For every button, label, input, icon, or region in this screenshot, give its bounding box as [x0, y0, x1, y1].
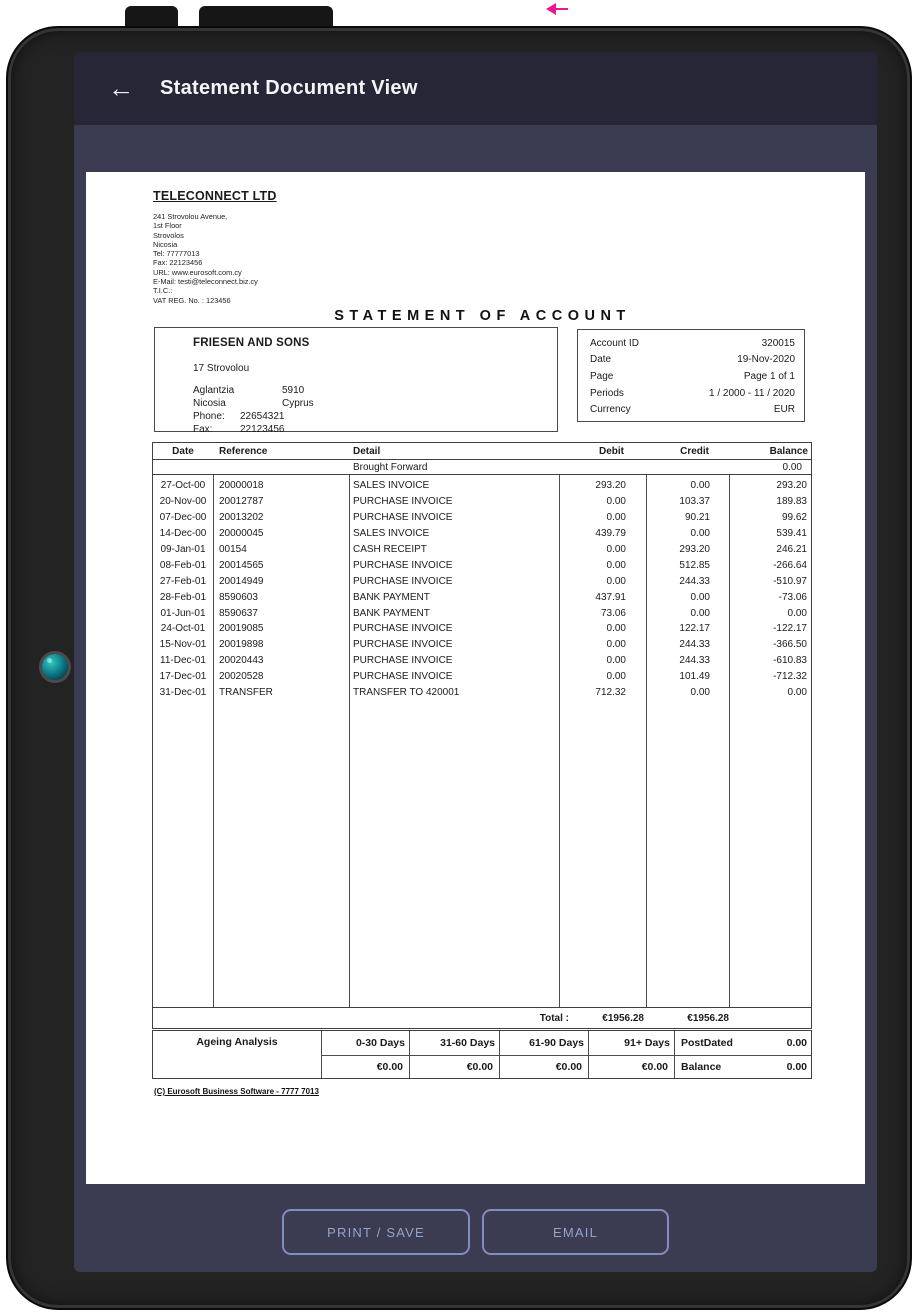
ageing-col-header: 91+ Days [589, 1031, 675, 1056]
cell-date: 07-Dec-00 [159, 512, 207, 524]
cell-debit: 0.00 [606, 639, 626, 651]
customer-phone: 22654321 [240, 411, 285, 422]
account-info-row [578, 352, 804, 369]
customer-fax: 22123456 [240, 424, 285, 435]
cell-date: 15-Nov-01 [159, 639, 207, 651]
cell-reference: 20013202 [219, 512, 264, 524]
cell-balance: -73.06 [778, 591, 807, 603]
cell-date: 28-Feb-01 [159, 591, 207, 603]
cell-credit: 101.49 [679, 671, 710, 683]
cell-balance: 0.00 [787, 687, 807, 699]
action-bar [74, 1209, 877, 1255]
account-info-label: Account ID [590, 337, 639, 349]
cell-reference: 20000018 [219, 480, 264, 492]
cell-credit: 0.00 [690, 528, 710, 540]
customer-fax-row: Fax: 22123456 [193, 424, 285, 435]
customer-phone-row: Phone: 22654321 [193, 411, 285, 422]
cell-credit: 0.00 [690, 591, 710, 603]
account-info-value: 1 / 2000 - 11 / 2020 [709, 387, 795, 399]
cell-detail: BANK PAYMENT [353, 607, 430, 619]
cell-detail: PURCHASE INVOICE [353, 496, 453, 508]
cell-detail: PURCHASE INVOICE [353, 559, 453, 571]
account-info-label: Currency [590, 404, 631, 416]
cell-credit: 0.00 [690, 607, 710, 619]
account-info-label: Periods [590, 387, 624, 399]
column-divider [213, 475, 214, 1007]
cell-balance: 0.00 [787, 607, 807, 619]
total-credit: €1956.28 [687, 1012, 729, 1024]
company-address-line: Tel: 77777013 [153, 249, 200, 259]
company-address-line: VAT REG. No. : 123456 [153, 295, 231, 305]
cell-reference: 20012787 [219, 496, 264, 508]
cursor-artifact [546, 3, 556, 15]
cell-detail: TRANSFER TO 420001 [353, 687, 460, 699]
transactions-table [152, 442, 812, 1029]
account-info-value: 320015 [761, 337, 795, 349]
cell-detail: PURCHASE INVOICE [353, 623, 453, 635]
cell-credit: 90.21 [684, 512, 710, 524]
cell-credit: 0.00 [690, 687, 710, 699]
account-info-row [578, 401, 804, 418]
cell-date: 31-Dec-01 [159, 687, 207, 699]
cell-detail: SALES INVOICE [353, 528, 430, 540]
cell-reference: 20020528 [219, 671, 264, 683]
table-row [153, 637, 811, 653]
document-page[interactable] [86, 172, 865, 1184]
table-row [153, 542, 811, 558]
ageing-col-header: 61-90 Days [500, 1031, 589, 1056]
cell-balance: -122.17 [773, 623, 807, 635]
total-label: Total : [539, 1012, 569, 1024]
customer-box [154, 327, 558, 435]
postdated-cell: PostDated 0.00 [675, 1031, 811, 1056]
cell-detail: BANK PAYMENT [353, 591, 430, 603]
cell-date: 20-Nov-00 [159, 496, 207, 508]
tablet-bezel [6, 26, 912, 1310]
account-info-label: Page [590, 370, 614, 382]
table-row [153, 669, 811, 685]
company-address [153, 212, 277, 305]
cell-credit: 0.00 [690, 480, 710, 492]
cell-reference: 20020443 [219, 655, 264, 667]
company-address-line: Nicosia [153, 239, 178, 249]
cell-debit: 0.00 [606, 655, 626, 667]
cell-credit: 293.20 [679, 544, 710, 555]
customer-city-row: Aglantzia 5910 [193, 385, 305, 396]
cell-detail: PURCHASE INVOICE [353, 512, 453, 524]
cell-debit: 437.91 [595, 591, 626, 603]
cell-debit: 0.00 [606, 512, 626, 524]
cell-reference: 20014565 [219, 559, 264, 571]
cell-reference: 8590603 [219, 591, 258, 603]
table-row [153, 573, 811, 589]
ageing-value: €0.00 [589, 1056, 675, 1078]
cell-balance: -610.83 [773, 655, 807, 667]
cell-credit: 244.33 [679, 655, 710, 667]
customer-name: FRIESEN AND SONS [193, 337, 310, 349]
cell-date: 24-Oct-01 [160, 623, 206, 635]
cell-reference: 20014949 [219, 575, 264, 587]
company-address-line: 1st Floor [153, 221, 182, 231]
cell-balance: -712.32 [773, 671, 807, 683]
company-address-line: Strovolos [153, 230, 184, 240]
company-header [153, 189, 277, 305]
brought-forward-row: Brought Forward 0.00 [153, 460, 811, 475]
document-footer: (C) Eurosoft Business Software - 7777 7013 [154, 1087, 319, 1096]
cell-date: 08-Feb-01 [159, 559, 207, 571]
ageing-col-header: 31-60 Days [410, 1031, 500, 1056]
table-row [153, 510, 811, 526]
front-camera-icon [39, 651, 71, 683]
cell-date: 27-Feb-01 [159, 575, 207, 587]
cell-reference: 20019085 [219, 623, 264, 635]
cell-reference: 8590637 [219, 607, 258, 619]
cell-debit: 0.00 [606, 559, 626, 571]
cell-balance: 189.83 [776, 496, 807, 508]
cell-balance: -510.97 [773, 575, 807, 587]
cell-debit: 0.00 [606, 575, 626, 587]
cell-reference: 20000045 [219, 528, 264, 540]
cell-credit: 512.85 [679, 559, 710, 571]
cell-credit: 244.33 [679, 639, 710, 651]
transaction-rows [153, 475, 811, 1008]
table-row [153, 494, 811, 510]
column-divider [646, 475, 647, 1007]
print-save-button[interactable]: PRINT / SAVE [282, 1209, 470, 1255]
cell-detail: PURCHASE INVOICE [353, 655, 453, 667]
cell-debit: 0.00 [606, 544, 626, 555]
table-row [153, 621, 811, 637]
cell-detail: CASH RECEIPT [353, 544, 427, 555]
cell-detail: SALES INVOICE [353, 480, 430, 492]
ageing-title: Ageing Analysis [153, 1031, 322, 1078]
total-debit: €1956.28 [602, 1012, 644, 1024]
customer-city-row: Nicosia Cyprus [193, 398, 314, 409]
customer-city-rows [193, 384, 557, 410]
account-info-value: EUR [773, 404, 795, 416]
cell-detail: PURCHASE INVOICE [353, 575, 453, 587]
cell-balance: 99.62 [781, 512, 807, 524]
cell-date: 14-Dec-00 [159, 528, 207, 540]
table-row [153, 589, 811, 605]
table-row [153, 526, 811, 542]
ageing-value: €0.00 [500, 1056, 589, 1078]
cell-debit: 712.32 [595, 687, 626, 699]
cell-date: 27-Oct-00 [160, 480, 206, 492]
table-row [153, 478, 811, 494]
account-info-box [577, 329, 805, 422]
account-info-value: 19-Nov-2020 [737, 354, 795, 366]
cell-reference: 20019898 [219, 639, 264, 651]
page-title: Statement Document View [160, 77, 418, 99]
screen [74, 52, 877, 1272]
cell-date: 11-Dec-01 [160, 655, 206, 667]
ageing-value: €0.00 [322, 1056, 410, 1078]
table-row [153, 685, 811, 701]
account-info-row [578, 335, 804, 352]
company-address-line: E-Mail: testi@teleconnect.biz.cy [153, 277, 258, 287]
company-address-line: T.I.C.: [153, 286, 173, 296]
cell-debit: 73.06 [600, 607, 626, 619]
app-header [74, 52, 877, 125]
customer-address: 17 Strovolou [193, 363, 250, 374]
totals-row [153, 1008, 811, 1028]
cell-reference: 00154 [219, 544, 247, 555]
back-arrow-icon[interactable]: ← [108, 72, 134, 103]
company-address-line: URL: www.eurosoft.com.cy [153, 267, 242, 277]
ageing-balance-cell: Balance 0.00 [681, 1061, 807, 1073]
column-divider [729, 475, 730, 1007]
ageing-analysis-table [152, 1030, 812, 1079]
cell-debit: 439.79 [595, 528, 626, 540]
cell-balance: 539.41 [776, 528, 807, 540]
account-info-row [578, 368, 804, 385]
cell-balance: -266.64 [773, 559, 807, 571]
cell-debit: 0.00 [606, 671, 626, 683]
cell-reference: TRANSFER [219, 687, 273, 699]
table-row [153, 557, 811, 573]
cell-credit: 122.17 [679, 623, 710, 635]
cell-credit: 103.37 [679, 496, 710, 508]
account-info-row [578, 385, 804, 402]
cell-date: 01-Jun-01 [160, 607, 206, 619]
statement-title: STATEMENT OF ACCOUNT [334, 308, 631, 324]
company-address-line: 241 Strovolou Avenue, [153, 212, 228, 221]
table-header-row: Date Reference Detail Debit Credit Balance [153, 443, 811, 460]
company-name: TELECONNECT LTD [153, 189, 277, 203]
cell-detail: PURCHASE INVOICE [353, 671, 453, 683]
ageing-value: €0.00 [410, 1056, 500, 1078]
email-button[interactable]: EMAIL [482, 1209, 669, 1255]
table-row [153, 605, 811, 621]
table-row [153, 653, 811, 669]
ageing-col-header: 0-30 Days [322, 1031, 410, 1056]
cell-balance: -366.50 [773, 639, 807, 651]
column-divider [559, 475, 560, 1007]
account-info-label: Date [590, 354, 612, 366]
cell-credit: 244.33 [679, 575, 710, 587]
cell-debit: 0.00 [606, 496, 626, 508]
cell-debit: 293.20 [595, 480, 626, 492]
cell-date: 09-Jan-01 [160, 544, 206, 555]
cell-balance: 293.20 [776, 480, 807, 492]
cell-detail: PURCHASE INVOICE [353, 639, 453, 651]
cell-balance: 246.21 [776, 544, 807, 555]
company-address-line: Fax: 22123456 [153, 258, 203, 268]
column-divider [349, 475, 350, 1007]
cell-debit: 0.00 [606, 623, 626, 635]
cell-date: 17-Dec-01 [159, 671, 207, 683]
account-info-value: Page 1 of 1 [743, 370, 795, 382]
